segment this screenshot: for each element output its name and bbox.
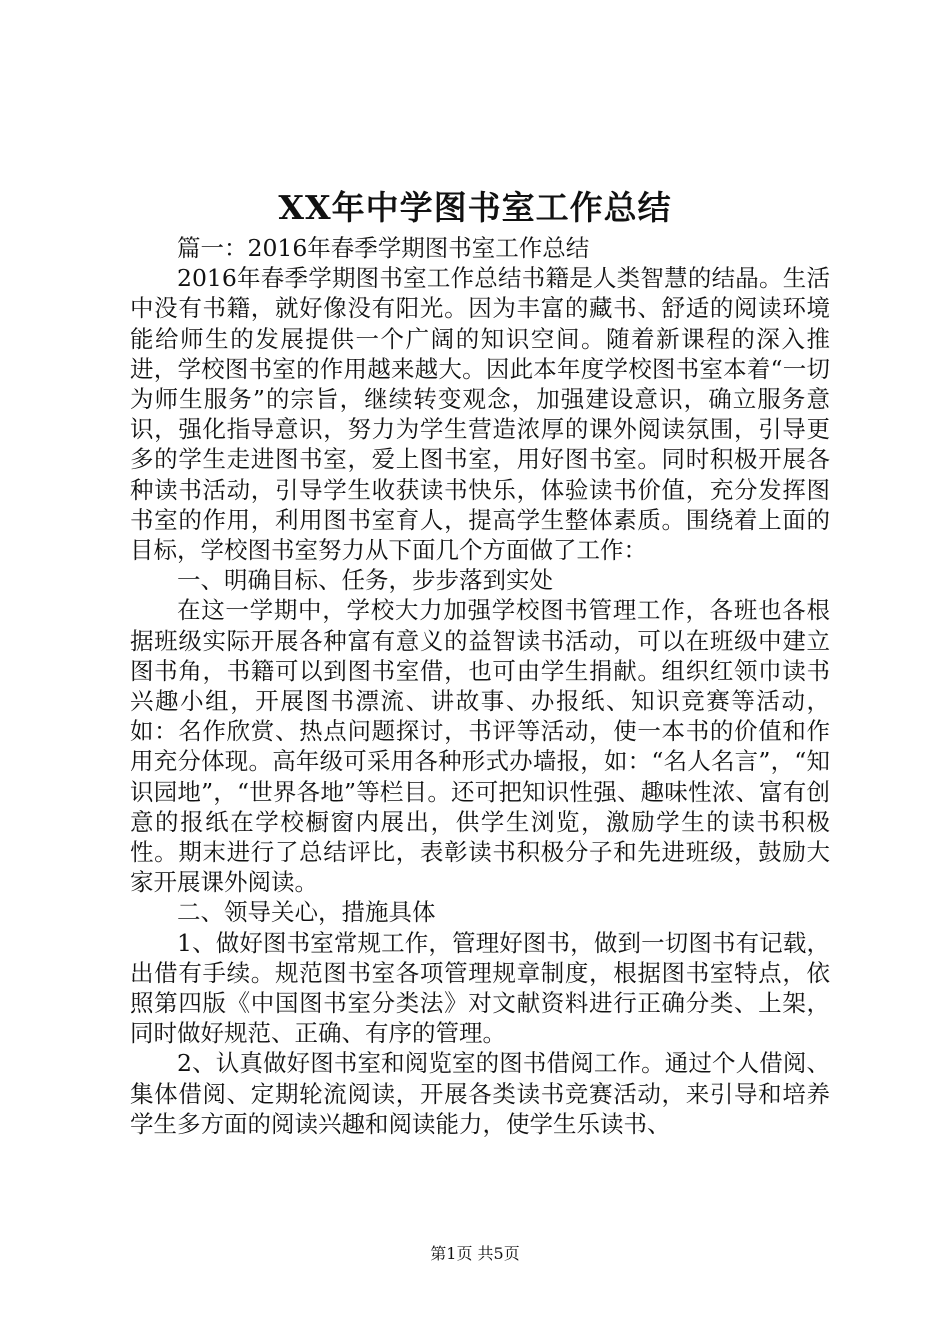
page-footer: 第1页 共5页	[430, 1244, 520, 1263]
document-body	[130, 233, 830, 1139]
paragraph: 篇一：2016年春季学期图书室工作总结	[177, 234, 590, 262]
section-heading: 二、领导关心，措施具体	[177, 898, 436, 927]
paragraph: 2、认真做好图书室和阅览室的图书借阅工作。通过个人借阅、集体借阅、定期轮流阅读，开展各类读书竞赛活动，来引导和培养学生多方面的阅读兴趣和阅读能力，使学生乐读书、	[130, 1049, 830, 1138]
paragraph: 2016年春季学期图书室工作总结书籍是人类智慧的结晶。生活中没有书籍，就好像没有阳光。因为丰富的藏书、舒适的阅读环境能给师生的发展提供一个广阔的知识空间。随着新课程的深入推进，学校图书室的作用越来越大。因此本年度学校图书室本着“一切为师生服务”的宗旨，继续转变观念，加强建设意识，确立服务意识，强化指导意识，努力为学生营造浓厚的课外阅读氛围，引导更多的学生走进图书室，爱上图书室，用好图书室。同时积极开展各种读书活动，引导学生收获读书快乐，体验读书价值，充分发挥图书室的作用，利用图书室育人，提高学生整体素质。围绕着上面的目标，学校图书室努力从下面几个方面做了工作：	[130, 264, 830, 565]
document-title: XX年中学图书室工作总结	[278, 188, 672, 227]
paragraph: 在这一学期中，学校大力加强学校图书管理工作，各班也各根据班级实际开展各种富有意义的益智读书活动，可以在班级中建立图书角，书籍可以到图书室借，也可由学生捐献。组织红领巾读书兴趣小组，开展图书漂流、讲故事、办报纸、知识竞赛等活动，如：名作欣赏、热点问题探讨，书评等活动，使一本书的价值和作用充分体现。高年级可采用各种形式办墙报，如：“名人名言”，“知识园地”，“世界各地”等栏目。还可把知识性强、趣味性浓、富有创意的报纸在学校橱窗内展出，供学生浏览，激励学生的读书积极性。期末进行了总结评比，表彰读书积极分子和先进班级，鼓励大家开展课外阅读。	[130, 596, 830, 897]
paragraph: 1、做好图书室常规工作，管理好图书，做到一切图书有记载，出借有手续。规范图书室各项管理规章制度，根据图书室特点，依照第四版《中国图书室分类法》对文献资料进行正确分类、上架，同时做好规范、正确、有序的管理。	[130, 928, 830, 1048]
section-heading: 一、明确目标、任务，步步落到实处	[177, 566, 553, 595]
